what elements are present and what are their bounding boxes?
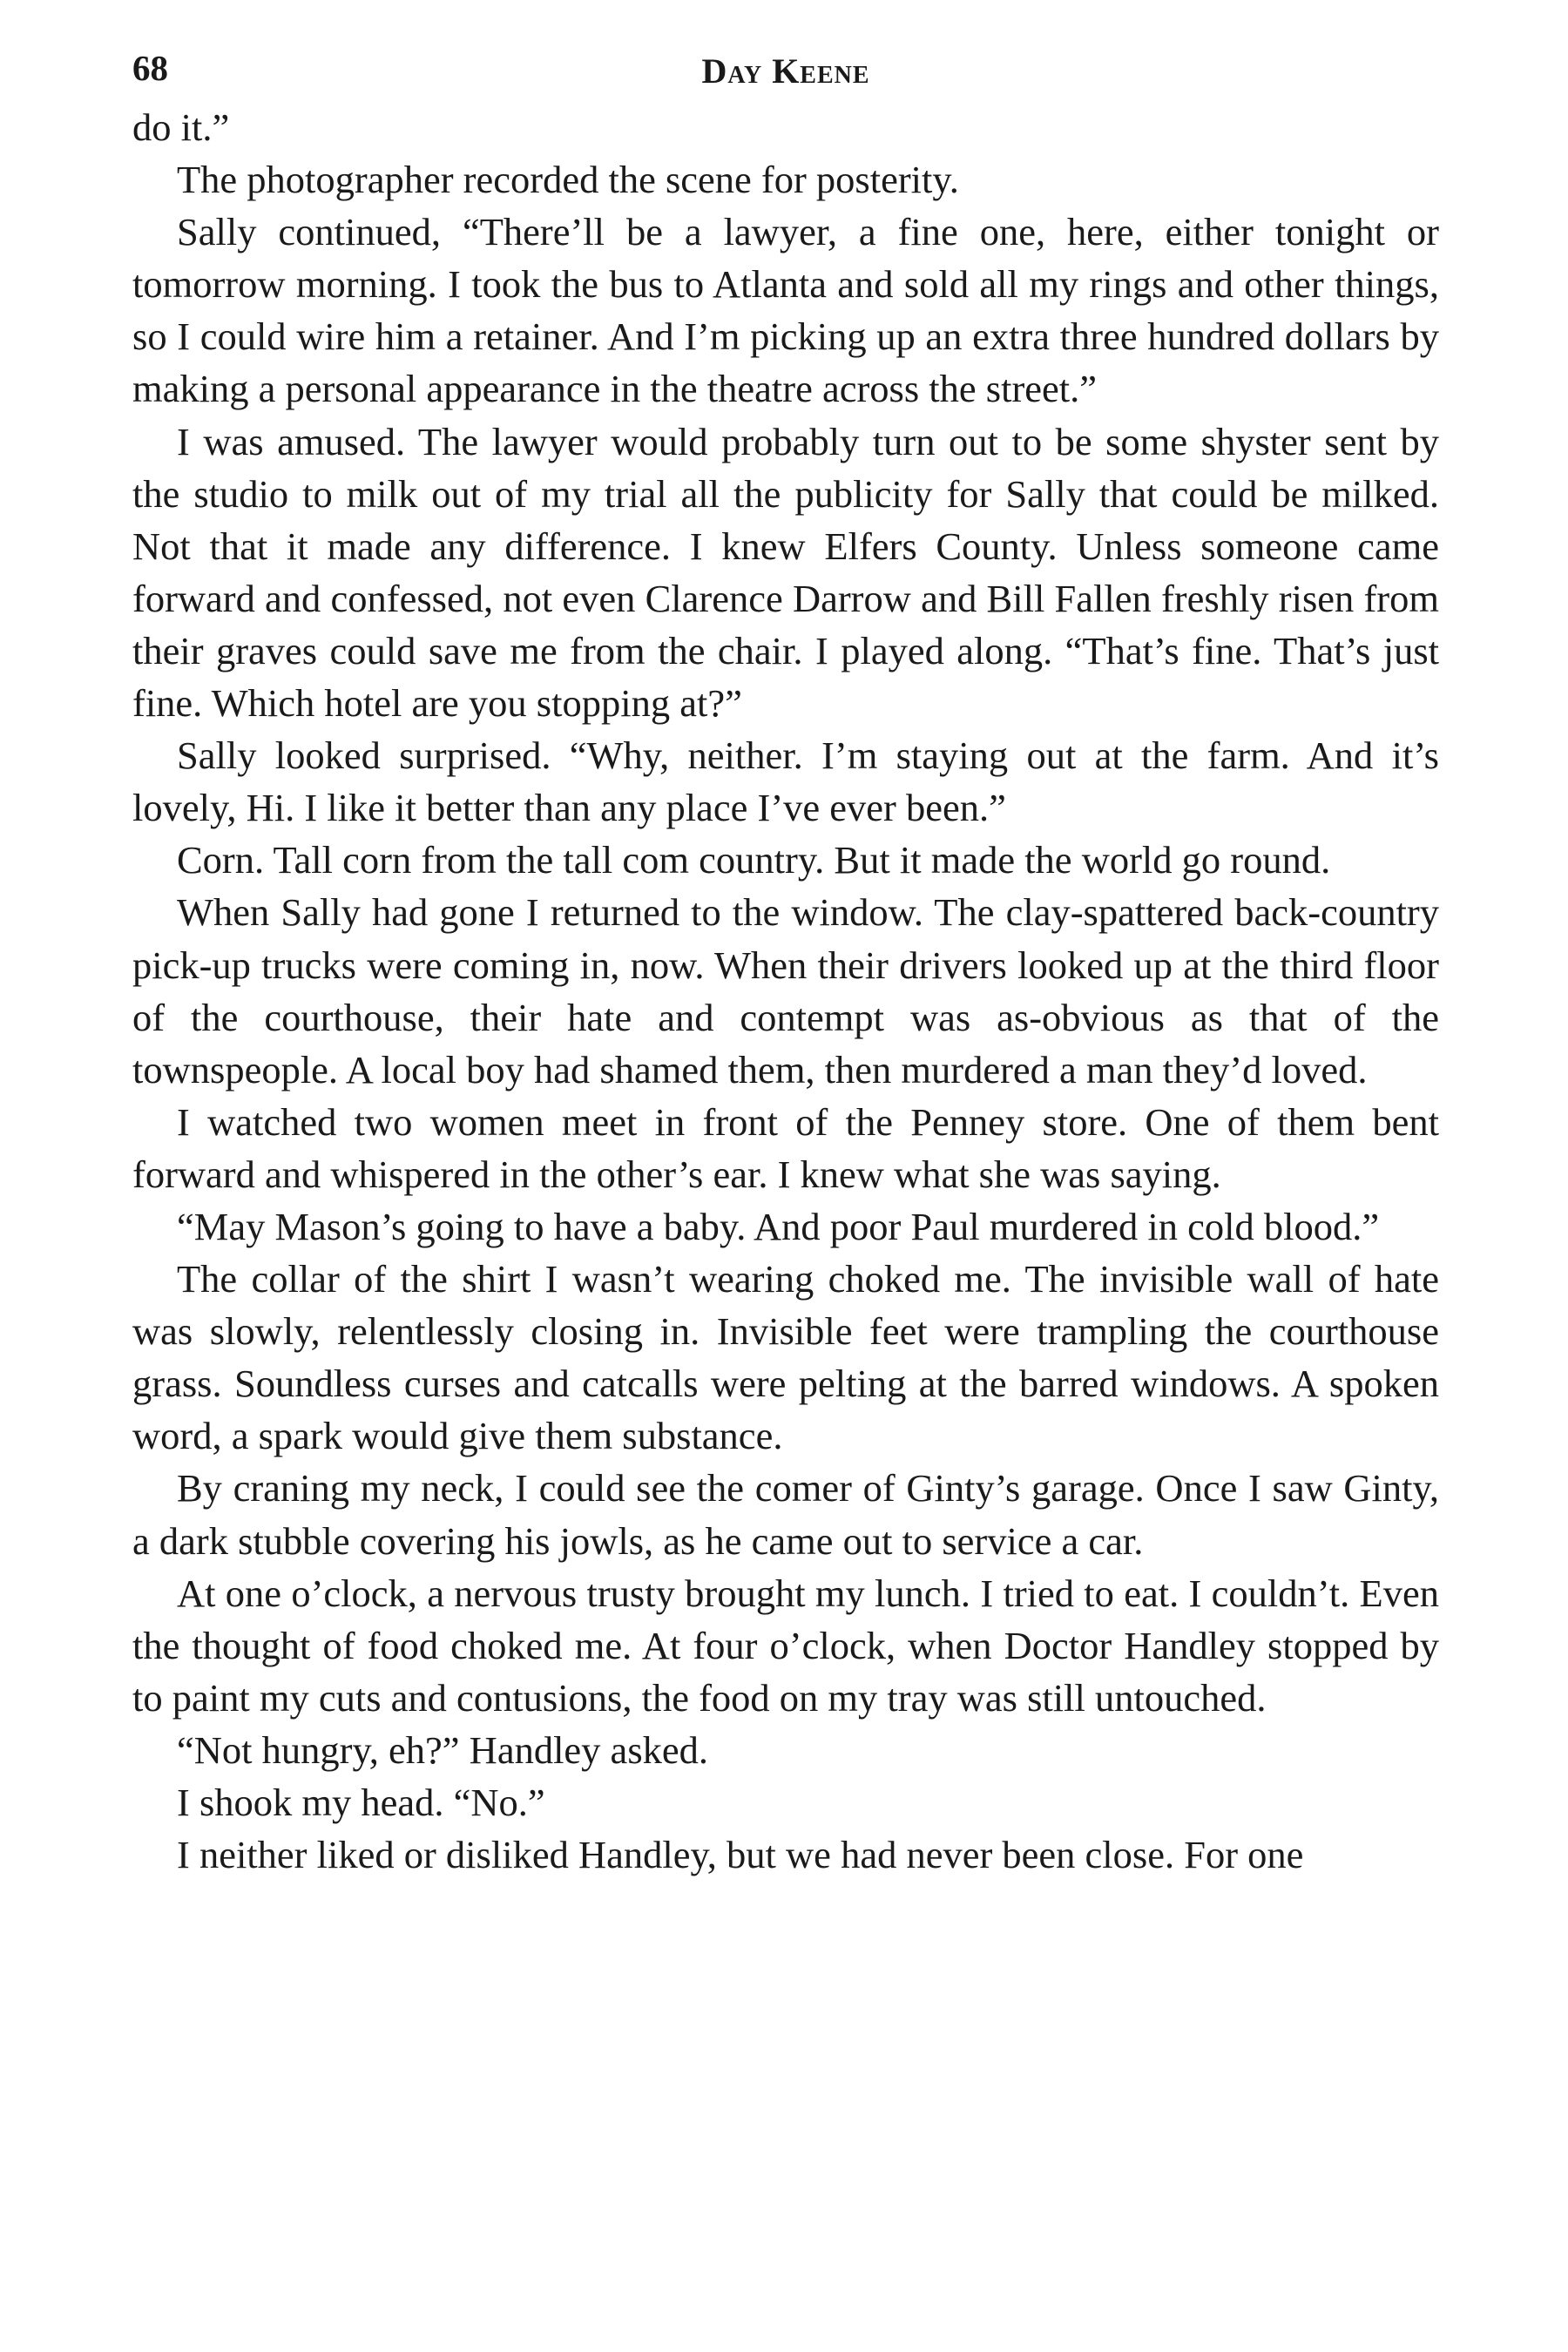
paragraph: At one o’clock, a nervous trusty brought my lunch. I tried to eat. I couldn’t. Even the thought of food choked me. At four o’clock, when Doctor Handley stopped by to paint my cuts and contusions, the food on my tray was still untouched. — [132, 1571, 1439, 1720]
page-number: 68 — [132, 48, 168, 88]
book-page — [132, 44, 1439, 1881]
running-title: Day Keene — [701, 51, 870, 91]
paragraph: I was amused. The lawyer would probably turn out to be some shyster sent by the studio to milk out of my trial all the publicity for Sally that could be milked. Not that it made any difference. I knew Elfers County. Unless someone came forward and confessed, not even Clarence Darrow and Bill Fallen freshly risen from their graves could save me from the chair. I played along. “That’s fine. That’s just fine. Which hotel are you stopping at?” — [132, 419, 1439, 726]
paragraph: “May Mason’s going to have a baby. And poor Paul murdered in cold blood.” — [177, 1204, 1380, 1248]
paragraph: Sally looked surprised. “Why, neither. I’m staying out at the farm. And it’s lovely, Hi. I like it better than any place I’ve ever been.” — [132, 733, 1439, 830]
body-text — [132, 101, 1439, 1881]
paragraph: Sally continued, “There’ll be a lawyer, a fine one, here, either tonight or tomorrow morning. I took the bus to Atlanta and sold all my rings and other things, so I could wire him a retainer. And I’m picking up an extra three hundred dollars by making a personal appearance in the theatre across the street.” — [132, 210, 1439, 411]
paragraph: I watched two women meet in front of the Penney store. One of them bent forward and whispered in the other’s ear. I knew what she was saying. — [132, 1099, 1439, 1196]
paragraph: I shook my head. “No.” — [177, 1781, 545, 1824]
paragraph: Corn. Tall corn from the tall com country. But it made the world go round. — [177, 838, 1331, 882]
paragraph: When Sally had gone I returned to the window. The clay-spattered back-country pick-up trucks were coming in, now. When their drivers looked up at the third floor of the courthouse, their hate and contempt was as-obvious as that of the townspeople. A local boy had shamed them, then murdered a man they’d loved. — [132, 890, 1439, 1092]
running-head — [132, 44, 1439, 101]
paragraph: The photographer recorded the scene for posterity. — [177, 158, 959, 202]
paragraph: The collar of the shirt I wasn’t wearing choked me. The invisible wall of hate was slowly, relentlessly closing in. Invisible feet were trampling the courthouse grass. Soundless curses and catcalls were pelting at the barred windows. A spoken word, a spark would give them substance. — [132, 1257, 1439, 1458]
paragraph: I neither liked or disliked Handley, but we had never been close. For one — [177, 1833, 1304, 1877]
paragraph: “Not hungry, eh?” Handley asked. — [177, 1727, 709, 1772]
paragraph: By craning my neck, I could see the comer of Ginty’s garage. Once I saw Ginty, a dark stubble covering his jowls, as he came out to service a car. — [132, 1466, 1439, 1563]
paragraph: do it.” — [132, 105, 230, 149]
